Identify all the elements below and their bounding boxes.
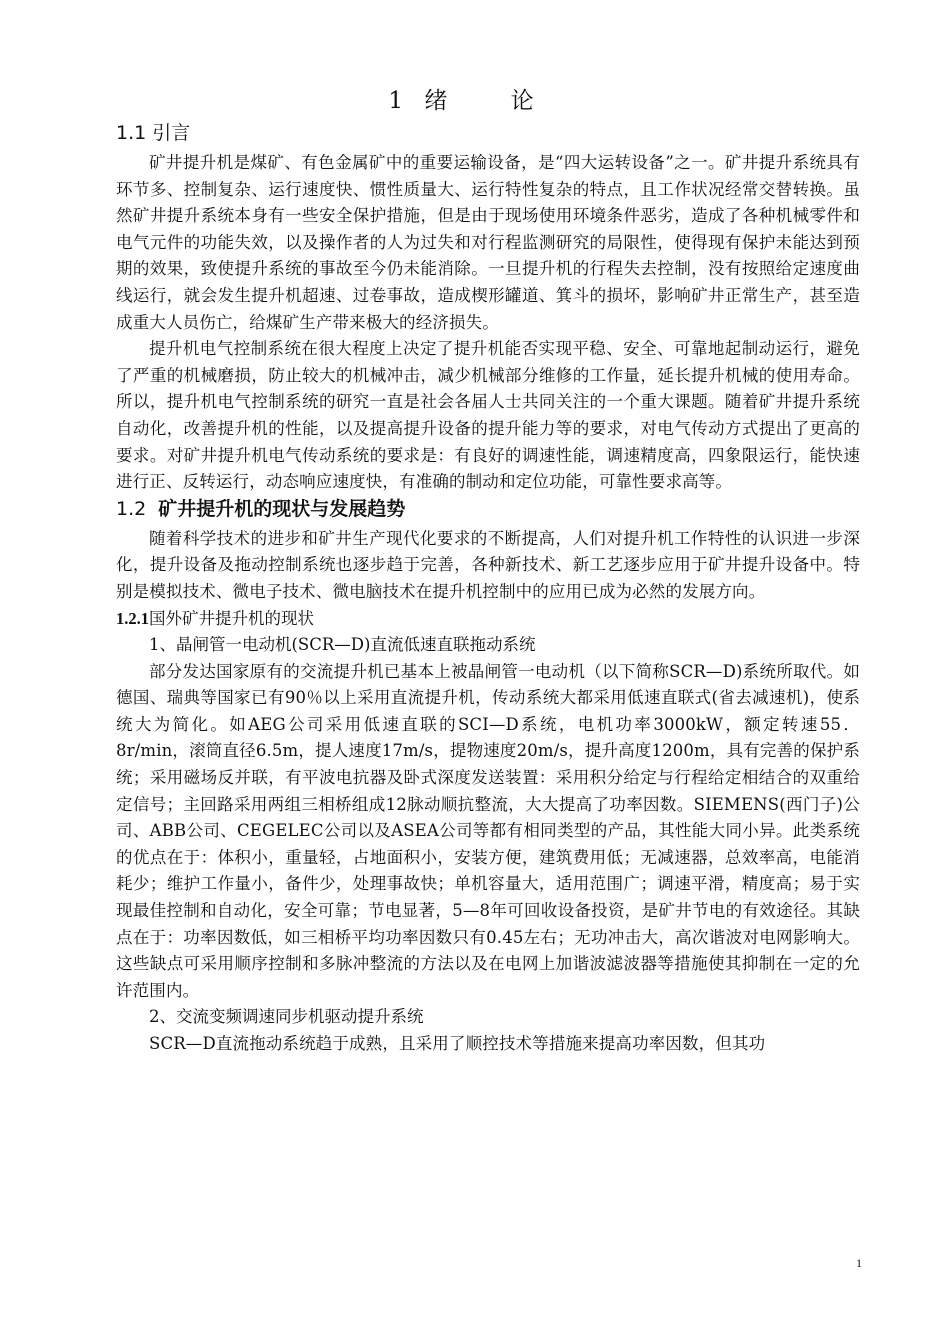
- section-heading-1-1: 1.1 引言: [116, 122, 191, 144]
- document-body: [116, 120, 860, 1058]
- list-item-1: 1、晶闸管一电动机(SCR—D)直流低速直联拖动系统: [149, 635, 536, 655]
- paragraph: 部分发达国家原有的交流提升机已基本上被晶闸管一电动机（以下简称SCR—D)系统所取代。如德国、瑞典等国家已有90％以上采用直流提升机，传动系统大都采用低速直联式(省去减速机)，使系统大为简化。如AEG公司采用低速直联的SCI—D系统，电机功率3000kW，额定转速55．8r/min，滚筒直径6.5m，提人速度17m/s，提物速度20m/s，提升高度1200m，具有完善的保护系统；采用磁场反并联，有平波电抗器及卧式深度发送装置：采用积分给定与行程给定相结合的双重给定信号；主回路采用两组三相桥组成12脉动顺抗整流，大大提高了功率因数。SIEMENS(西门子)公司、ABB公司、CEGELEC公司以及ASEA公司等都有相同类型的产品，其性能大同小异。此类系统的优点在于：体积小，重量轻，占地面积小，安装方便，建筑费用低；无减速器，总效率高，电能消耗少；维护工作量小，备件少，处理事故快；单机容量大，适用范围广；调速平滑，精度高；易于实现最佳控制和自动化，安全可靠；节电显著，5—8年可回收设备投资，是矿井节电的有效途径。其缺点在于：功率因数低，如三相桥平均功率因数只有0.45左右；无功冲击大，高次谐波对电网影响大。这些缺点可采用顺序控制和多脉冲整流的方法以及在电网上加谐波滤波器等措施使其抑制在一定的允许范围内。: [116, 661, 860, 1000]
- section-number: 1.2: [116, 497, 147, 520]
- subsection-heading-1-2-1: [116, 606, 860, 633]
- section-title: 矿井提升机的现状与发展趋势: [158, 497, 406, 520]
- page-number: 1: [856, 1256, 862, 1270]
- paragraph: SCR—D直流拖动系统趋于成熟，且采用了顺控技术等措施来提高功率因数，但其功: [149, 1034, 766, 1053]
- chapter-name: 绪 论: [424, 88, 562, 114]
- section-heading-1-2: [116, 496, 860, 522]
- paragraph: 提升机电气控制系统在很大程度上决定了提升机能否实现平稳、安全、可靠地起制动运行，避免了严重的机械磨损，防止较大的机械冲击，减少机械部分维修的工作量，延长提升机械的使用寿命。所以，提升机电气控制系统的研究一直是社会各届人士共同关注的一个重大课题。随着矿井提升系统自动化，改善提升机的性能，以及提高提升设备的提升能力等的要求，对电气传动方式提出了更高的要求。对矿井提升机电气传动系统的要求是：有良好的调速性能，调速精度高，四象限运行，能快速进行正、反转运行，动态响应速度快，有准确的制动和定位功能，可靠性要求高等。: [116, 339, 860, 492]
- subsection-title: 国外矿井提升机的现状: [149, 608, 314, 628]
- paragraph: 随着科学技术的进步和矿井生产现代化要求的不断提高，人们对提升机工作特性的认识进一步深化，提升设备及拖动控制系统也逐步趋于完善，各种新技术、新工艺逐步应用于矿井提升设备中。特别是模拟技术、微电子技术、微电脑技术在提升机控制中的应用已成为必然的发展方向。: [116, 528, 860, 601]
- list-item-2: 2、交流变频调速同步机驱动提升系统: [149, 1007, 424, 1027]
- subsection-number: 1.2.1: [116, 608, 149, 628]
- paragraph: 矿井提升机是煤矿、有色金属矿中的重要运输设备，是“四大运转设备”之一。矿井提升系统具有环节多、控制复杂、运行速度快、惯性质量大、运行特性复杂的特点，且工作状况经常交替转换。虽然矿井提升系统本身有一些安全保护措施，但是由于现场使用环境条件恶劣，造成了各种机械零件和电气元件的功能失效，以及操作者的人为过失和对行程监测研究的局限性，使得现有保护未能达到预期的效果，致使提升系统的事故至今仍未能消除。一旦提升机的行程失去控制，没有按照给定速度曲线运行，就会发生提升机超速、过卷事故，造成楔形罐道、箕斗的损坏，影响矿井正常生产，甚至造成重大人员伤亡，给煤矿生产带来极大的经济损失。: [116, 153, 860, 332]
- chapter-number: 1: [388, 88, 405, 114]
- chapter-title: [0, 86, 950, 116]
